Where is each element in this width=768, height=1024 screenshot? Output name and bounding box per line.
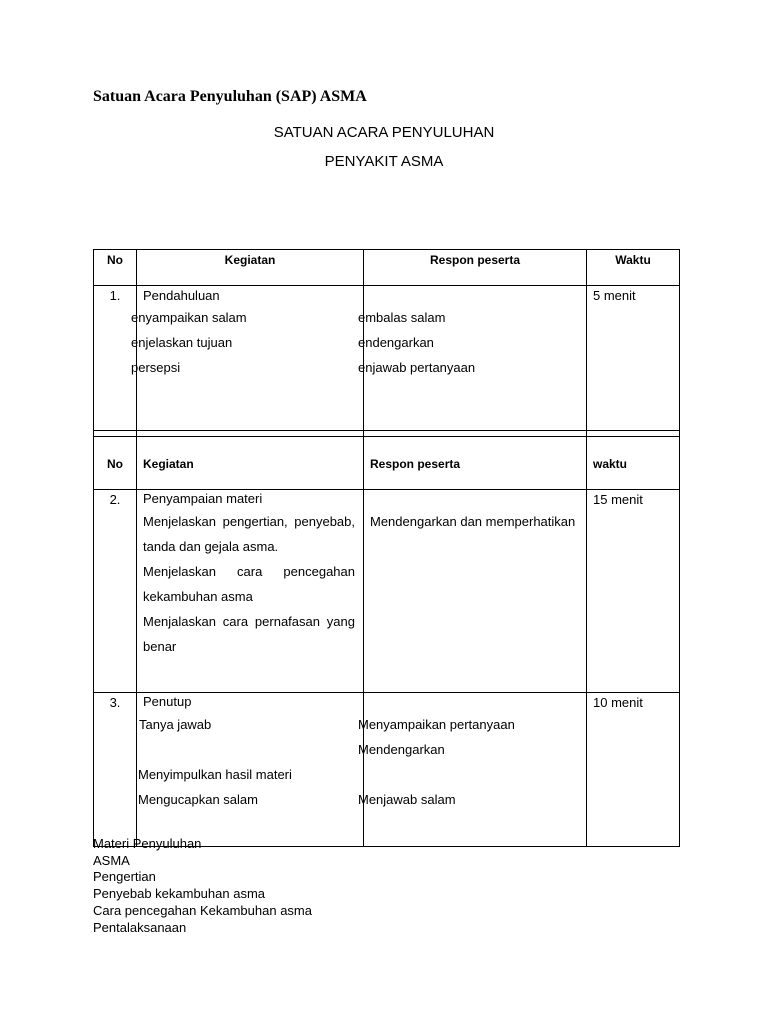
waktu-cell: 10 menit <box>587 693 680 847</box>
header-waktu: Waktu <box>587 250 680 286</box>
header-waktu <box>587 431 680 490</box>
table-row <box>94 693 680 847</box>
materi-item: Pengertian <box>93 869 156 885</box>
respon-line <box>364 286 586 311</box>
materi-item: Penyebab kekambuhan asma <box>93 886 266 902</box>
header-respon <box>364 431 587 490</box>
kegiatan-line: Penutup <box>143 694 192 709</box>
kegiatan-line: Menjalaskan cara pernafasan yang <box>143 614 355 629</box>
respon-line: Menyampaikan pertanyaan <box>358 717 515 732</box>
kegiatan-line <box>137 743 363 768</box>
materi-item: Materi Penyuluhan <box>93 836 202 851</box>
materi-item: Cara pencegahan Kekambuhan asma <box>93 902 312 918</box>
materi-list <box>93 836 312 936</box>
header-respon: Respon peserta <box>364 250 587 286</box>
kegiatan-line: enyampaikan salam <box>131 310 247 325</box>
header-kegiatan-label: Kegiatan <box>143 457 194 471</box>
kegiatan-cell <box>131 286 364 437</box>
respon-cell <box>364 490 587 693</box>
row-number: 2. <box>94 490 137 693</box>
kegiatan-line: persepsi <box>131 360 181 375</box>
respon-line: enjawab pertanyaan <box>358 360 476 375</box>
respon-line: endengarkan <box>358 335 434 350</box>
header-waktu-label: waktu <box>593 457 628 471</box>
activity-table-2 <box>93 430 680 847</box>
table-header-row <box>94 250 680 286</box>
header-no: No <box>94 431 137 490</box>
kegiatan-line: kekambuhan asma <box>143 589 253 604</box>
respon-line: embalas salam <box>358 310 446 325</box>
materi-item: Pentalaksanaan <box>93 919 187 935</box>
document-title: SATUAN ACARA PENYULUHAN <box>273 124 495 141</box>
table-row <box>94 490 680 693</box>
table-header-row <box>94 431 680 490</box>
respon-line <box>364 490 586 515</box>
materi-item: ASMA <box>93 852 130 868</box>
respon-cell <box>358 693 587 847</box>
respon-cell <box>358 286 587 437</box>
respon-line: Mendengarkan dan memperhatikan <box>370 514 576 529</box>
activity-table-1 <box>93 249 680 437</box>
kegiatan-line: Penyampaian materi <box>143 491 263 506</box>
kegiatan-cell <box>137 693 364 847</box>
row-number: 3. <box>94 693 137 847</box>
respon-line: Mendengarkan <box>358 742 445 757</box>
header-kegiatan <box>137 431 364 490</box>
kegiatan-line: enjelaskan tujuan <box>131 335 233 350</box>
respon-line <box>364 693 586 718</box>
kegiatan-line: Menjelaskan pengertian, penyebab, <box>143 514 355 529</box>
kegiatan-line: tanda dan gejala asma. <box>143 539 279 554</box>
row-number: 1. <box>94 286 137 437</box>
kegiatan-line: Mengucapkan salam <box>138 792 258 807</box>
kegiatan-cell <box>137 490 364 693</box>
header-no: No <box>94 250 137 286</box>
header-respon-label: Respon peserta <box>370 457 461 471</box>
kegiatan-line: Pendahuluan <box>143 288 220 303</box>
kegiatan-line: Menyimpulkan hasil materi <box>138 767 292 782</box>
page-heading: Satuan Acara Penyuluhan (SAP) ASMA <box>93 88 367 105</box>
waktu-cell: 15 menit <box>587 490 680 693</box>
header-kegiatan: Kegiatan <box>137 250 364 286</box>
kegiatan-line: benar <box>143 639 177 654</box>
respon-line: Menjawab salam <box>358 792 456 807</box>
document-subtitle: PENYAKIT ASMA <box>324 153 444 170</box>
kegiatan-line: Menjelaskan cara pencegahan <box>143 564 355 579</box>
table-row <box>94 286 680 437</box>
kegiatan-line: Tanya jawab <box>139 717 212 732</box>
respon-line <box>364 768 586 793</box>
waktu-cell: 5 menit <box>587 286 680 437</box>
